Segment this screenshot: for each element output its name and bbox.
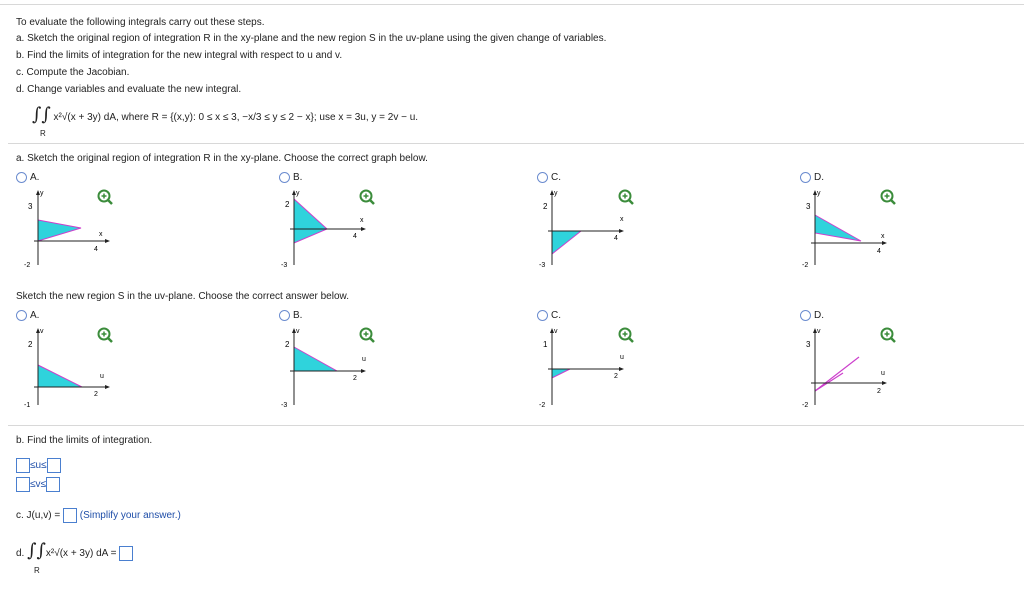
radio-icon[interactable]	[800, 310, 811, 321]
y-tick-top: 3	[806, 202, 811, 211]
part-a2-prompt: Sketch the new region S in the uv-plane. Choose the correct answer below.	[16, 291, 349, 302]
option-label: D.	[814, 310, 824, 322]
part-a-prompt: a. Sketch the original region of integration R in the xy-plane. Choose the correct graph below.	[16, 153, 428, 164]
v-axis-label: v	[554, 328, 558, 335]
part-d-row	[16, 540, 133, 561]
u-axis-label: u	[881, 370, 885, 377]
radio-icon[interactable]	[537, 310, 548, 321]
radio-icon[interactable]	[16, 310, 27, 321]
option-label: B.	[293, 172, 303, 184]
option-label: C.	[551, 172, 561, 184]
y-tick-bottom: -2	[802, 262, 809, 269]
part-d-label: d.	[16, 548, 25, 559]
top-divider	[0, 4, 1024, 5]
u-limits-row	[16, 458, 61, 473]
y-tick-bottom: -3	[539, 262, 546, 269]
graph-d-uv	[797, 323, 887, 413]
option-c-xy[interactable]	[537, 172, 561, 183]
v-inequality: ≤v≤	[30, 479, 46, 491]
x-tick: 2	[877, 388, 881, 395]
jacobian-input[interactable]	[63, 508, 77, 523]
step-a: a. Sketch the original region of integration R in the xy-plane and the new region S in the uv-plane using the given change of variables.	[16, 33, 607, 44]
divider	[8, 143, 1024, 144]
y-tick-bottom: -2	[802, 402, 809, 409]
graph-c-xy	[534, 185, 624, 275]
option-label: A.	[30, 310, 40, 322]
integral-value-input[interactable]	[119, 546, 133, 561]
region-polygon	[815, 215, 861, 241]
v-upper-input[interactable]	[46, 477, 60, 492]
v-axis-label: v	[40, 328, 44, 335]
y-tick-bottom: -3	[281, 262, 288, 269]
intro-text: To evaluate the following integrals carry out these steps.	[16, 17, 265, 28]
y-tick-top: 1	[543, 340, 548, 349]
option-label: A.	[30, 172, 40, 184]
part-b-prompt: b. Find the limits of integration.	[16, 435, 153, 446]
integrand: x²√(x + 3y) dA, where R =	[53, 112, 168, 123]
region-polygon	[294, 347, 337, 371]
double-integral-sign: ∫∫	[32, 104, 51, 125]
y-tick-top: 2	[285, 200, 290, 209]
u-inequality: ≤u≤	[30, 460, 47, 472]
option-label: D.	[814, 172, 824, 184]
y-tick-bottom: -1	[24, 402, 31, 409]
graph-a-xy	[20, 185, 110, 275]
y-tick-top: 2	[285, 340, 290, 349]
radio-icon[interactable]	[16, 172, 27, 183]
y-axis-label: y	[296, 190, 300, 197]
integral-expression	[32, 104, 418, 125]
region-edge	[815, 357, 859, 391]
region-definition: {(x,y): 0 ≤ x ≤ 3, −x/3 ≤ y ≤ 2 − x}	[170, 112, 314, 123]
v-limits-row	[16, 477, 60, 492]
jacobian-label: c. J(u,v) =	[16, 510, 61, 522]
y-tick-bottom: -2	[24, 262, 31, 269]
u-upper-input[interactable]	[47, 458, 61, 473]
graph-d-xy	[797, 185, 887, 275]
x-axis-label: x	[620, 216, 624, 223]
y-tick-bottom: -3	[281, 402, 288, 409]
x-axis-label: x	[360, 217, 364, 224]
graph-a-uv	[20, 323, 110, 413]
radio-icon[interactable]	[537, 172, 548, 183]
graph-c-uv	[534, 323, 624, 413]
step-d: d. Change variables and evaluate the new integral.	[16, 84, 242, 95]
double-integral-sign: ∫∫	[27, 540, 46, 561]
option-label: B.	[293, 310, 303, 322]
y-tick-bottom: -2	[539, 402, 546, 409]
x-tick: 2	[614, 373, 618, 380]
region-polygon	[38, 365, 82, 387]
part-d-subscript: R	[34, 566, 40, 575]
radio-icon[interactable]	[279, 172, 290, 183]
substitution: ; use x = 3u, y = 2v − u.	[313, 112, 419, 123]
simplify-hint: (Simplify your answer.)	[79, 510, 181, 522]
u-axis-label: u	[620, 354, 624, 361]
y-tick-top: 2	[543, 202, 548, 211]
radio-icon[interactable]	[279, 310, 290, 321]
option-c-uv[interactable]	[537, 310, 561, 321]
x-axis-label: x	[99, 231, 103, 238]
x-tick: 4	[94, 246, 98, 253]
graph-b-xy	[276, 185, 366, 275]
region-polygon	[552, 369, 570, 378]
region-polygon	[552, 231, 581, 254]
y-axis-label: y	[554, 190, 558, 197]
x-tick: 4	[353, 233, 357, 240]
step-c: c. Compute the Jacobian.	[16, 67, 130, 78]
region-edge	[815, 373, 843, 391]
step-b: b. Find the limits of integration for the new integral with respect to u and v.	[16, 50, 343, 61]
option-b-xy[interactable]	[279, 172, 302, 183]
option-a-xy[interactable]	[16, 172, 39, 183]
x-tick: 2	[353, 375, 357, 382]
y-tick-top: 3	[28, 202, 33, 211]
graph-b-uv	[276, 323, 366, 413]
x-tick: 4	[614, 235, 618, 242]
x-axis-label: x	[881, 233, 885, 240]
divider	[8, 425, 1024, 426]
radio-icon[interactable]	[800, 172, 811, 183]
option-a-uv[interactable]	[16, 310, 39, 321]
integral-subscript: R	[40, 129, 46, 138]
v-lower-input[interactable]	[16, 477, 30, 492]
x-tick: 4	[877, 248, 881, 255]
y-axis-label: y	[40, 190, 44, 197]
v-axis-label: v	[296, 328, 300, 335]
u-axis-label: u	[100, 373, 104, 380]
u-lower-input[interactable]	[16, 458, 30, 473]
region-polygon	[38, 220, 81, 241]
y-tick-top: 3	[806, 340, 811, 349]
part-d-integrand: x²√(x + 3y) dA =	[45, 548, 117, 559]
y-tick-top: 2	[28, 340, 33, 349]
y-axis-label: y	[817, 190, 821, 197]
x-tick: 2	[94, 391, 98, 398]
option-label: C.	[551, 310, 561, 322]
v-axis-label: v	[817, 328, 821, 335]
part-c-row	[16, 508, 181, 523]
u-axis-label: u	[362, 356, 366, 363]
region-polygon	[294, 199, 327, 243]
option-b-uv[interactable]	[279, 310, 302, 321]
option-d-uv[interactable]	[800, 310, 824, 321]
option-d-xy[interactable]	[800, 172, 824, 183]
